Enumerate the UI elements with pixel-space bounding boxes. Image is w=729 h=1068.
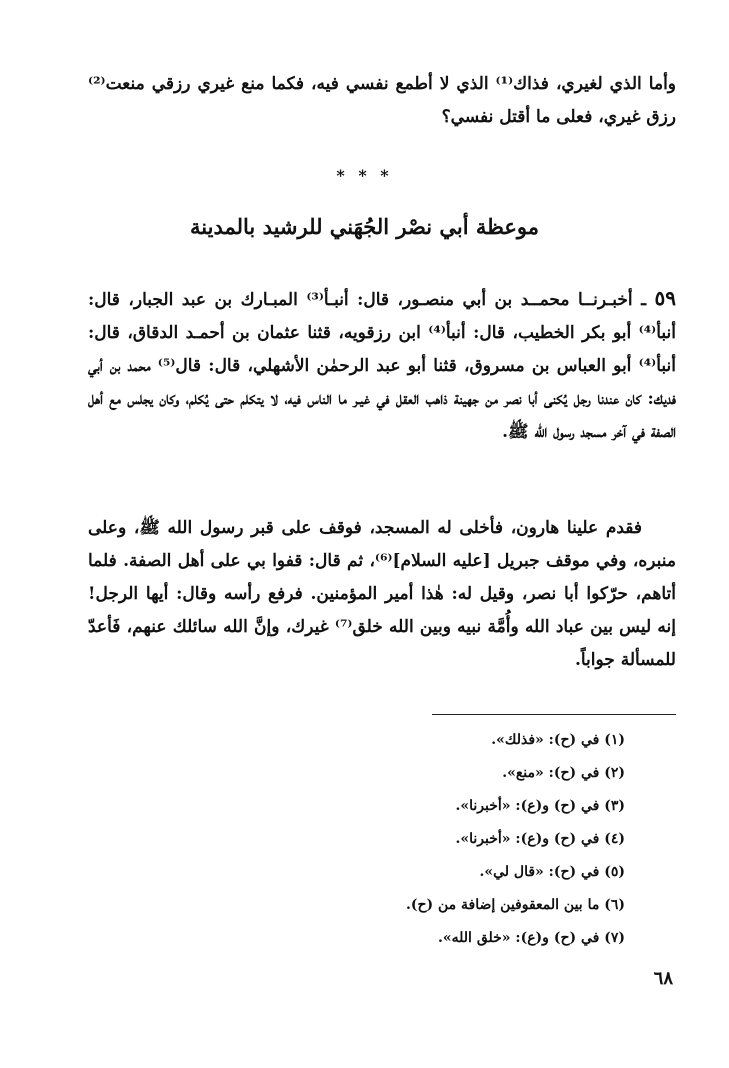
footnotes-list (225, 724, 625, 955)
footnote-item: (٤) في (ح) و(ع): «أخبرنا». (455, 831, 625, 847)
footnote-item: (١) في (ح): «فذلك». (491, 732, 625, 748)
footnote-item: (٢) في (ح): «منع». (502, 765, 625, 781)
narration-number: ٥٩ (654, 286, 677, 310)
footnote-item: (٣) في (ح) و(ع): «أخبرنا». (455, 798, 625, 814)
footnote-item: (٦) ما بين المعقوفين إضافة من (ح). (405, 897, 625, 913)
footnote-divider (432, 714, 676, 715)
footnote-item: (٧) في (ح) و(ع): «خلق الله». (438, 930, 625, 946)
narration-dash: ـ (641, 290, 647, 310)
footnote-item: (٥) في (ح): «قال لي». (479, 864, 625, 880)
narration-paragraph (88, 282, 676, 449)
page-number: ٦٨ (653, 968, 673, 989)
section-heading: موعظة أبي نصْر الجُهَني للرشيد بالمدينة (190, 214, 539, 239)
continuation-text: فقدم علينا هارون، فأخلى له المسجد، فوقف على قبر رسول الله ﷺ، وعلى منبره، وفي موقف جبريل [عليه السلام]⁽⁶⁾، ثم قال: قفوا بي على أهل الصفة. فلما أتاهم، حرّكوا أبا نصر، وقيل له: هٰذا أمير المؤمنين. فرفع رأسه وقال: أيها الرجل! إنه ليس بين عباد الله وأُمَّة نبيه وبين الله خلق⁽⁷⁾ غيرك، وإنَّ الله سائلك عنهم، فَأعدّ للمسألة جواباً. (88, 518, 676, 670)
section-separator: * * * (336, 166, 393, 185)
intro-paragraph (88, 68, 676, 134)
intro-text: وأما الذي لغيري، فذاك⁽¹⁾ الذي لا أطمع نفسي فيه، فكما منع غيري رزقي منعت⁽²⁾ رزق غيري، فعلى ما أقتل نفسي؟ (88, 74, 676, 127)
continuation-paragraph (88, 512, 676, 677)
narration-text: أخبـرنــا محمــد بن أبي منصـور، قال: أنبـأ⁽³⁾ المبـارك بن عبد الجبار، قال: أنبأ⁽⁴⁾ أبو بكر الخطيب، قال: أنبأ⁽⁴⁾ ابن رزقويه، قثنا عثمان بن أحمـد الدقاق، قال: أنبأ⁽⁴⁾ أبو العباس بن مسروق، قثنا أبو عبد الرحمٰن الأشهلي، قال: قال⁽⁵⁾ محمد بن أبي فديك: كان عندنا رجل يُكنى أبا نصر من جهينة ذاهب العقل في غيـر ما الناس فيه، لا يتكلم حتى يُكلم، وكان يجلس مع أهل الصفة في آخر مسجد رسول الله ﷺ. (88, 290, 676, 442)
